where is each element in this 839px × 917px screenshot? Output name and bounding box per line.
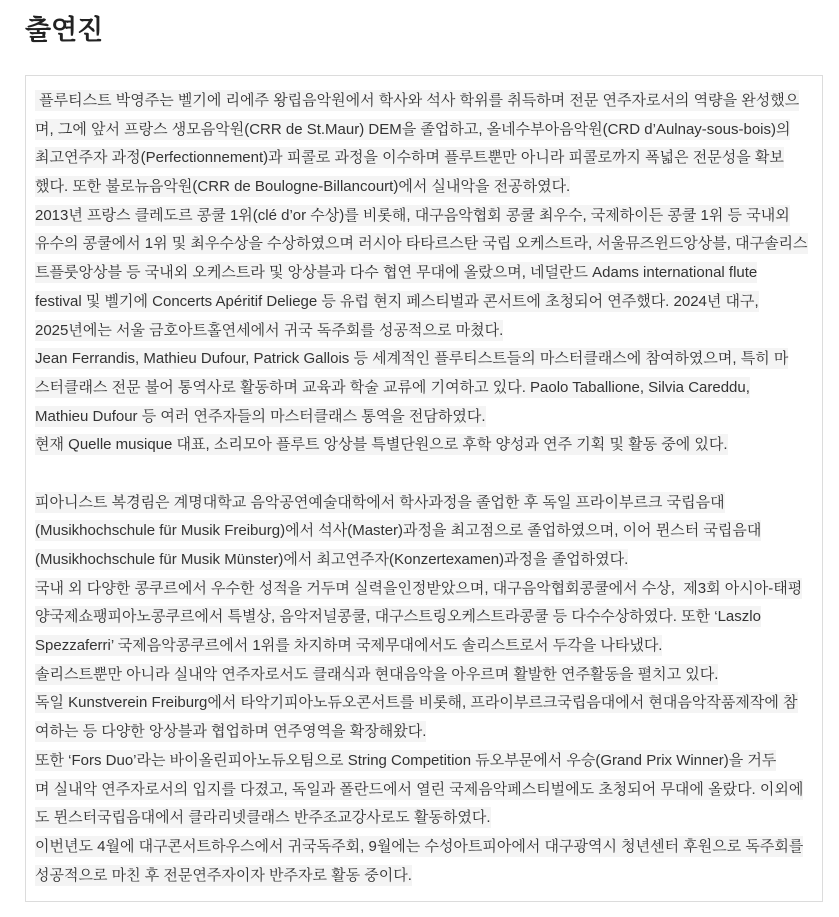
bio-line [35, 116, 814, 145]
bio-line-text: 2025년에는 서울 금호아트홀연세에서 귀국 독주회를 성공적으로 마쳤다. [35, 321, 504, 339]
bio-line [35, 259, 814, 288]
bio-line [35, 603, 814, 632]
bio-line-text: Jean Ferrandis, Mathieu Dufour, Patrick Gallois 등 세계적인 플루티스트들의 마스터클래스에 참여하였으며, 특히 마 [35, 350, 789, 368]
bio-line [35, 403, 814, 432]
bio-line-text: Mathieu Dufour 등 여러 연주자들의 마스터클래스 통역을 전담하였다. [35, 407, 486, 425]
bio-line [35, 747, 814, 776]
bio-line-text: festival 및 벨기에 Concerts Apéritif Deliege 등 유럽 현지 페스티벌과 콘서트에 초청되어 연주했다. 2024년 대구, [35, 292, 759, 310]
bio-line-text: Spezzaferri’ 국제음악콩쿠르에서 1위를 차지하며 국제무대에서도 솔리스트로서 두각을 나타냈다. [35, 637, 663, 655]
bio-line-text: 플루티스트 박영주는 벨기에 리에주 왕립음악원에서 학사와 석사 학위를 취득하며 전문 연주자로서의 역량을 완성했으 [35, 92, 800, 109]
bio-line [35, 230, 814, 259]
bio-line-text: 유수의 콩쿨에서 1위 및 최우수상을 수상하였으며 러시아 타타르스탄 국립 오케스트라, 서울뮤즈윈드앙상블, 대구솔리스 [35, 235, 808, 253]
bio-line [35, 833, 814, 862]
bio-line [35, 862, 814, 891]
bio-line-text: 여하는 등 다양한 앙상블과 협업하며 연주영역을 확장해왔다. [35, 723, 427, 741]
bio-line [35, 689, 814, 718]
bio-line-text: 현재 Quelle musique 대표, 소리모아 플루트 앙상블 특별단원으로 후학 양성과 연주 기획 및 활동 중에 있다. [35, 436, 728, 454]
bio-line-text: 최고연주자 과정(Perfectionnement)과 피콜로 과정을 이수하며 플루트뿐만 아니라 피콜로까지 폭넓은 전문성을 확보 [35, 149, 784, 167]
bio-line-text: 피아니스트 복경림은 계명대학교 음악공연예술대학에서 학사과정을 졸업한 후 독일 프라이부르크 국립음대 [35, 493, 725, 511]
bio-line-text: 며, 그에 앞서 프랑스 생모음악원(CRR de St.Maur) DEM을 졸업하고, 올네수부아음악원(CRD d’Aulnay-sous-bois)의 [35, 120, 791, 138]
bio-line [35, 718, 814, 747]
flutist-bio [35, 87, 814, 460]
bio-line [35, 804, 814, 833]
bio-line-text: 독일 Kunstverein Freiburg에서 타악기피아노듀오콘서트를 비롯해, 프라이부르크국립음대에서 현대음악작품제작에 참 [35, 694, 798, 712]
bio-line [35, 632, 814, 661]
bio-line [35, 431, 814, 460]
bio-content [35, 87, 814, 890]
bio-line-text: 며 실내악 연주자로서의 입지를 다졌고, 독일과 폴란드에서 열린 국제음악페스티벌에도 초청되어 무대에 올랐다. 이외에 [35, 780, 804, 798]
bio-line [35, 776, 814, 805]
bio-line [35, 374, 814, 403]
bio-line [35, 288, 814, 317]
bio-line-text: 국내 외 다양한 콩쿠르에서 우수한 성적을 거두며 실력을인정받았으며, 대구음악협회콩쿨에서 수상, 제3회 아시아-태평 [35, 579, 803, 597]
bio-line-text: 트플룻앙상블 등 국내외 오케스트라 및 앙상블과 다수 협연 무대에 올랐으며, 네덜란드 Adams international flute [35, 264, 758, 282]
bio-line-text: 2013년 프랑스 클레도르 콩쿨 1위(clé d’or 수상)를 비롯해, 대구음악협회 콩쿨 최우수, 국제하이든 콩쿨 1위 등 국내외 [35, 206, 790, 224]
bio-line-text: 도 뮌스터국립음대에서 클라리넷클래스 반주조교강사로도 활동하였다. [35, 809, 491, 827]
bio-line [35, 517, 814, 546]
bio-line-text: (Musikhochschule für Musik Freiburg)에서 석사(Master)과정을 최고점으로 졸업하였으며, 이어 뮌스터 국립음대 [35, 522, 762, 540]
bio-line-text: 성공적으로 마친 후 전문연주자이자 반주자로 활동 중이다. [35, 866, 412, 884]
pianist-bio [35, 489, 814, 891]
bio-line-text: 솔리스트뿐만 아니라 실내악 연주자로서도 클래식과 현대음악을 아우르며 활발한 연주활동을 펼치고 있다. [35, 665, 719, 683]
bio-line-text: 이번년도 4월에 대구콘서트하우스에서 귀국독주회, 9월에는 수성아트피아에서 대구광역시 청년센터 후원으로 독주회를 [35, 837, 804, 855]
bio-line [35, 546, 814, 575]
bio-line-text: 양국제쇼팽피아노콩쿠르에서 특별상, 음악저널콩쿨, 대구스트링오케스트라콩쿨 등 다수수상하였다. 또한 ‘Laszlo [35, 608, 761, 626]
bio-line [35, 173, 814, 202]
bio-line [35, 87, 814, 116]
bio-line [35, 575, 814, 604]
bio-line-text: (Musikhochschule für Musik Münster)에서 최고연주자(Konzertexamen)과정을 졸업하였다. [35, 551, 629, 568]
performer-bio-box [25, 75, 823, 902]
paragraph-gap [35, 460, 814, 489]
bio-line [35, 144, 814, 173]
bio-line [35, 489, 814, 518]
bio-line [35, 202, 814, 231]
bio-line [35, 661, 814, 690]
page-title: 출연진 [25, 15, 104, 45]
bio-line-text: 또한 ‘Fors Duo’라는 바이올린피아노듀오팀으로 String Competition 듀오부문에서 우승(Grand Prix Winner)을 거두 [35, 751, 777, 769]
bio-line-text: 스터클래스 전문 불어 통역사로 활동하며 교육과 학술 교류에 기여하고 있다. Paolo Taballione, Silvia Careddu, [35, 378, 750, 396]
bio-line-text: 했다. 또한 불로뉴음악원(CRR de Boulogne-Billancourt)에서 실내악을 전공하였다. [35, 178, 571, 196]
bio-line [35, 345, 814, 374]
bio-line [35, 317, 814, 346]
